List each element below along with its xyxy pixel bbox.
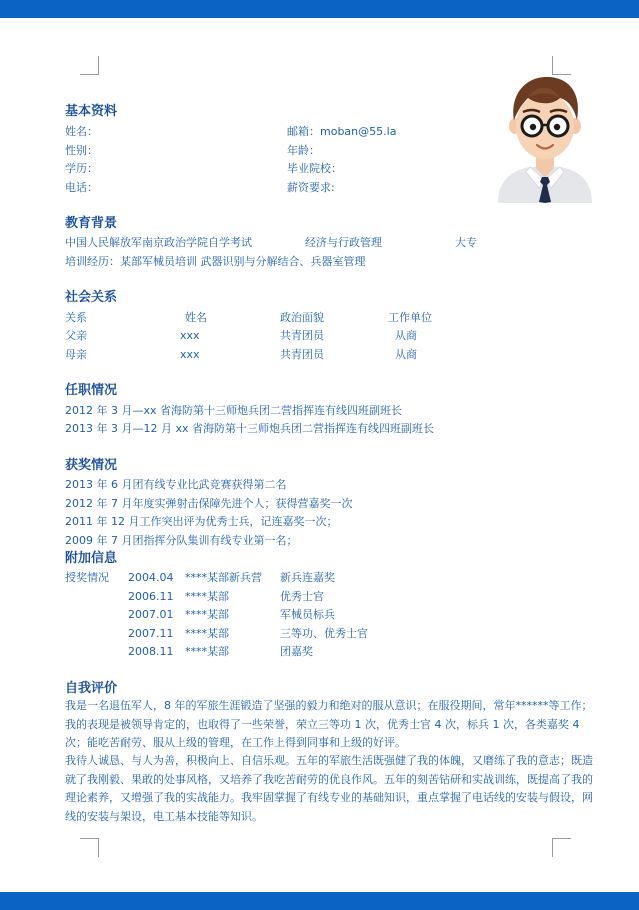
social-header-name: 姓名 [185,311,207,324]
social-cell-name: xxx [180,329,200,342]
salary-label: 薪资要求: [287,181,335,194]
age-label: 年龄： [287,144,320,157]
gender-label: 性别： [65,144,98,157]
bottom-accent-bar [0,892,639,910]
phone-label: 电话： [65,181,98,194]
social-heading: 社会关系 [65,290,118,305]
award-unit: ****某部 [185,590,229,603]
basic-info-heading: 基本资料 [65,104,118,119]
award-unit: ****某部 [185,627,229,640]
social-header-relation: 关系 [65,311,87,324]
award-title: 优秀士官 [280,590,324,603]
award-unit: ****某部 [185,645,229,658]
corner-mark-bottom-right [552,838,571,857]
list-item: 2012 年 3 月—xx 省海防第十三师炮兵团二营指挥连有线四班副班长 [65,404,402,417]
corner-mark-top-left [80,56,99,75]
social-cell-political: 共青团员 [280,329,324,342]
list-item: 2013 年 6 月团有线专业比武竞赛获得第二名 [65,478,287,491]
avatar [490,68,600,203]
award-date: 2007.01 [128,608,174,621]
list-item: 2011 年 12 月工作突出评为优秀士兵，记连嘉奖一次； [65,515,338,528]
award-title: 团嘉奖 [280,645,313,658]
education-label: 学历： [65,162,98,175]
training-text: 培训经历：某部军械员培训 武器识别与分解结合、兵器室管理 [65,255,366,268]
award-date: 2006.11 [128,590,174,603]
self-evaluation-paragraph-2: 我待人诚恳、与人为善，积极向上、自信乐观。五年的军旅生活既强健了我的体魄，又磨练了我的意志；既造就了我刚毅、果敢的处事风格，又培养了我吃苦耐劳的优良作风。五年的刻苦钻研和实战训练，既提高了我的理论素养，又增强了我的实战能力。我牢固掌握了有线专业的基础知识，重点掌握了电话线的安装与假设，网线的安装与架设，电工基本技能等知识。 [65,754,593,823]
award-unit: ****某部 [185,608,229,621]
award-date: 2004.04 [128,571,174,584]
social-cell-political: 共青团员 [280,348,324,361]
list-item: 2012 年 7 月年度实弹射击保障先进个人；获得营嘉奖一次 [65,497,353,510]
corner-mark-bottom-left [80,838,99,857]
award-date: 2008.11 [128,645,174,658]
social-cell-relation: 父亲 [65,329,87,342]
social-header-workplace: 工作单位 [388,311,432,324]
award-date: 2007.11 [128,627,174,640]
award-title: 新兵连嘉奖 [280,571,335,584]
social-header-political: 政治面貌 [280,311,324,324]
social-cell-workplace: 从商 [395,329,417,342]
list-item: 2013 年 3 月—12 月 xx 省海防第十三师炮兵团二营指挥连有线四班副班长 [65,422,434,435]
social-cell-relation: 母亲 [65,348,87,361]
education-major: 经济与行政管理 [305,236,382,249]
education-degree: 大专 [455,236,477,249]
list-item: 2009 年 7 月团指挥分队集训有线专业第一名； [65,534,298,547]
social-cell-workplace: 从商 [395,348,417,361]
school-label: 毕业院校： [287,162,342,175]
additional-heading: 附加信息 [65,551,118,566]
name-label: 姓名： [65,125,98,138]
social-cell-name: xxx [180,348,200,361]
award-title: 军械员标兵 [280,608,335,621]
award-granted-label: 授奖情况 [65,571,109,584]
education-school: 中国人民解放军南京政治学院自学考试 [65,236,252,249]
top-accent-bar [0,0,639,18]
awards-heading: 获奖情况 [65,458,118,473]
award-title: 三等功、优秀士官 [280,627,368,640]
award-unit: ****某部新兵营 [185,571,262,584]
education-heading: 教育背景 [65,216,118,231]
self-evaluation-paragraph-1: 我是一名退伍军人，8 年的军旅生涯锻造了坚强的毅力和绝对的服从意识；在服役期间，常年******等工作；我的表现是被领导肯定的，也取得了一些荣誉，荣立三等功 1 次，优秀士官 4 次，标兵 1 次，各类嘉奖 4 次；能吃苦耐劳、服从上级的管理，在工作上得到同事和上级的好评。 [65,699,593,749]
email-label: 邮箱：moban@55.la [287,125,397,138]
self-evaluation-heading: 自我评价 [65,681,118,696]
positions-heading: 任职情况 [65,383,118,398]
